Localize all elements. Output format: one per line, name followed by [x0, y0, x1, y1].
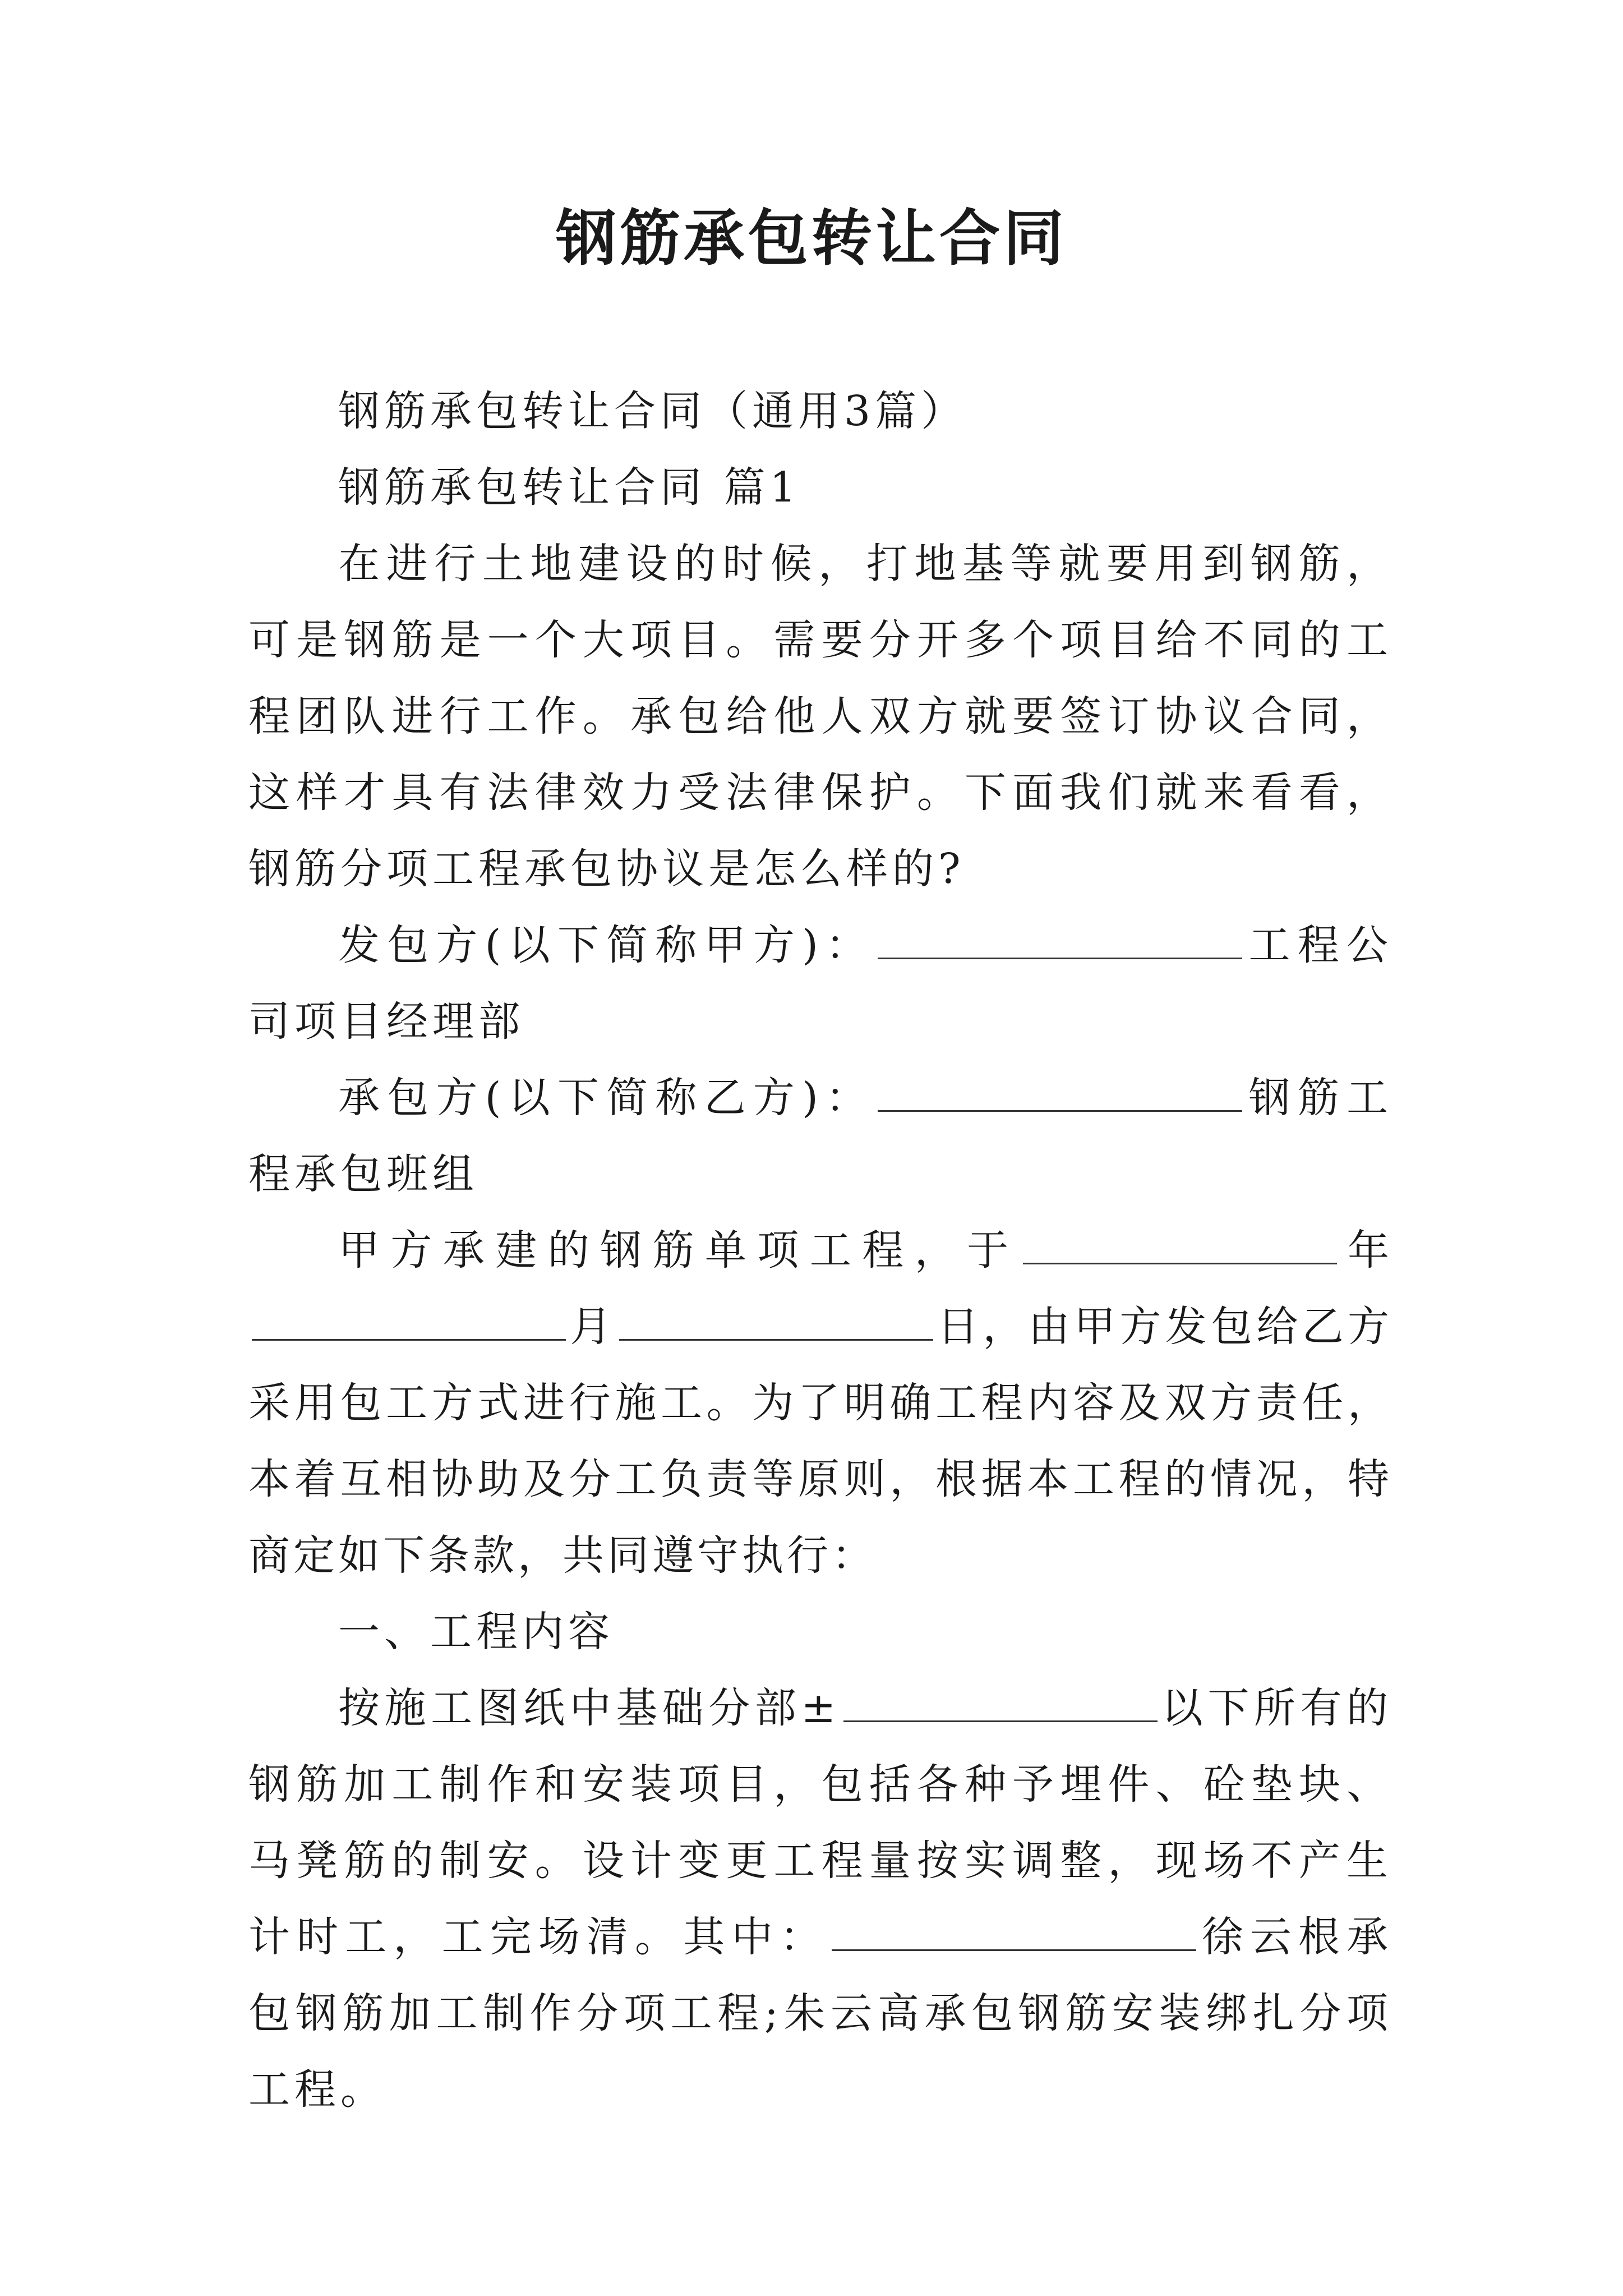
day-blank — [619, 1297, 933, 1341]
agreement-intro: 甲方承建的钢筋单项工程，于 — [338, 1226, 1020, 1274]
agreement-paragraph — [248, 1212, 1393, 1594]
scope-part3: 徐云根承包钢筋加工制作分项工程;朱云高承包钢筋安装绑扎分项工程。 — [248, 1913, 1393, 2114]
section1-heading: 一、工程内容 — [338, 1608, 614, 1656]
agreement-rest: 日，由甲方发包给乙方采用包工方式进行施工。为了明确工程内容及双方责任，本着互相协助及分工负责等原则，根据本工程的情况，特商定如下条款，共同遵守执行： — [248, 1303, 1393, 1580]
party-a-blank — [878, 916, 1242, 959]
month-blank — [252, 1297, 566, 1341]
document-body — [248, 373, 1393, 2128]
party-a-suffix: 工程公司项目经理部 — [248, 921, 1393, 1046]
party-b-paragraph — [248, 1060, 1393, 1212]
document-subtitle: 钢筋承包转让合同（通用3篇） — [338, 387, 967, 435]
party-b-blank — [878, 1069, 1242, 1112]
scope-part2: 以下所有的钢筋加工制作和安装项目，包括各种予埋件、砼垫块、马凳筋的制安。设计变更工程量按实调整，现场不产生计时工，工完场清。其中： — [248, 1684, 1393, 1961]
party-a-paragraph — [248, 907, 1393, 1060]
month-label: 月 — [569, 1303, 616, 1351]
intro-paragraph: 在进行土地建设的时候，打地基等就要用到钢筋，可是钢筋是一个大项目。需要分开多个项目给不同的工程团队进行工作。承包给他人双方就要签订协议合同，这样才具有法律效力受法律保护。下面我们就来看看，钢筋分项工程承包协议是怎么样的? — [248, 540, 1393, 893]
party-b-suffix: 钢筋工程承包班组 — [248, 1074, 1393, 1198]
party-b-label: 承包方(以下简称乙方)： — [338, 1074, 875, 1122]
scope-paragraph — [248, 1670, 1393, 2128]
contractor-blank — [832, 1908, 1196, 1951]
section-heading: 钢筋承包转让合同 篇1 — [338, 463, 801, 512]
year-blank — [1023, 1221, 1337, 1264]
year-label: 年 — [1340, 1226, 1393, 1274]
party-a-label: 发包方(以下简称甲方)： — [338, 921, 875, 969]
elevation-blank — [843, 1679, 1158, 1722]
scope-part1: 按施工图纸中基础分部± — [338, 1684, 841, 1732]
document-title: 钢筋承包转让合同 — [555, 203, 1067, 274]
